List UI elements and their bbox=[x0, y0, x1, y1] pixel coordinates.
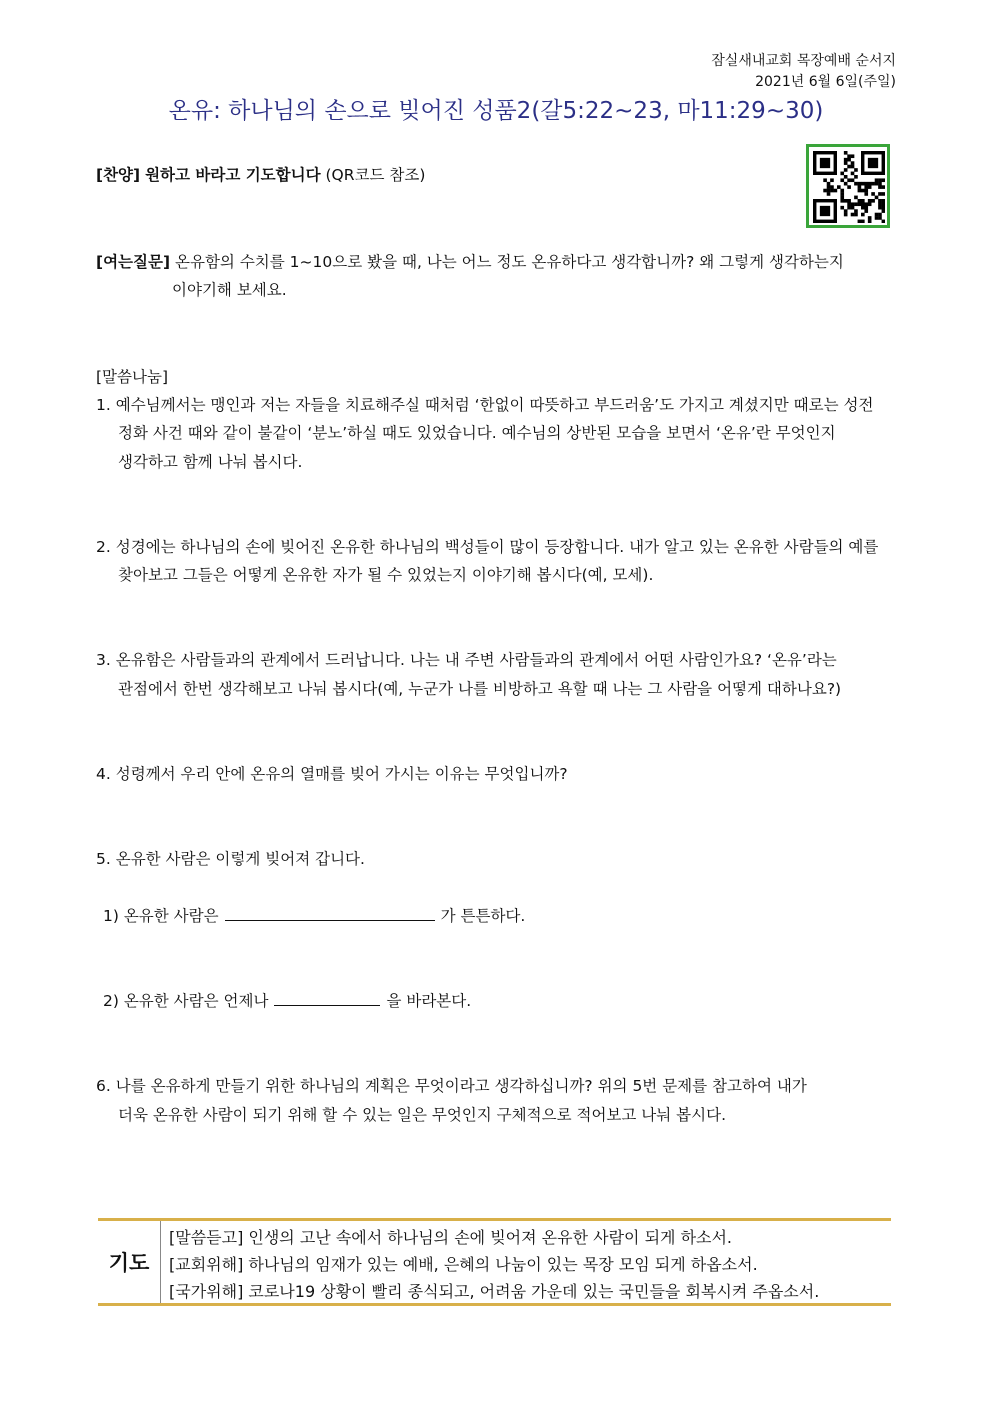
opening-question bbox=[96, 250, 844, 272]
sharing-label: [말씀나눔] bbox=[96, 368, 168, 386]
question-6-line-2: 더욱 온유한 사람이 되기 위해 할 수 있는 일은 무엇인지 구체적으로 적어보고 나눠 봅시다. bbox=[118, 1106, 727, 1124]
praise-note: (QR코드 참조) bbox=[325, 166, 426, 184]
question-5-2 bbox=[103, 989, 471, 1011]
qr-code-icon[interactable] bbox=[806, 144, 890, 228]
answer-blank-1[interactable] bbox=[225, 906, 435, 921]
prayer-lines bbox=[161, 1221, 891, 1303]
opening-line-2: 이야기해 보세요. bbox=[172, 281, 287, 299]
prayer-line-word: [말씀듣고] 인생의 고난 속에서 하나님의 손에 빚어져 온유한 사람이 되게 하소서. bbox=[169, 1228, 733, 1247]
q5-1-after: 가 튼튼하다. bbox=[440, 907, 526, 925]
prayer-line-church: [교회위해] 하나님의 임재가 있는 예배, 은혜의 나눔이 있는 목장 모임 되게 하옵소서. bbox=[169, 1255, 758, 1274]
praise-section bbox=[96, 163, 425, 185]
service-date: 2021년 6월 6일(주일) bbox=[755, 74, 896, 90]
question-2-line-1: 2. 성경에는 하나님의 손에 빚어진 온유한 하나님의 백성들이 많이 등장합니다. 내가 알고 있는 온유한 사람들의 예를 bbox=[96, 538, 879, 556]
q5-2-after: 을 바라본다. bbox=[386, 992, 472, 1010]
q5-2-before: 2) 온유한 사람은 언제나 bbox=[103, 992, 269, 1010]
question-3-line-2: 관점에서 한번 생각해보고 나눠 봅시다(예, 누군가 나를 비방하고 욕할 때 나는 그 사람을 어떻게 대하나요?) bbox=[118, 680, 842, 698]
praise-label: [찬양] bbox=[96, 166, 141, 184]
opening-label: [여는질문] bbox=[96, 253, 171, 271]
prayer-box bbox=[98, 1218, 891, 1306]
opening-line-1: 온유함의 수치를 1~10으로 봤을 때, 나는 어느 정도 온유하다고 생각합니까? 왜 그렇게 생각하는지 bbox=[175, 253, 844, 271]
church-name: 잠실새내교회 목장예배 순서지 bbox=[711, 53, 896, 69]
answer-blank-2[interactable] bbox=[274, 991, 380, 1006]
question-6-line-1: 6. 나를 온유하게 만들기 위한 하나님의 계획은 무엇이라고 생각하십니까? 위의 5번 문제를 참고하여 내가 bbox=[96, 1077, 807, 1095]
question-4: 4. 성령께서 우리 안에 온유의 열매를 빚어 가시는 이유는 무엇입니까? bbox=[96, 765, 568, 783]
question-5: 5. 온유한 사람은 이렇게 빚어져 갑니다. bbox=[96, 850, 365, 868]
prayer-label: 기도 bbox=[98, 1221, 161, 1303]
q5-1-before: 1) 온유한 사람은 bbox=[103, 907, 219, 925]
question-1-line-3: 생각하고 함께 나눠 봅시다. bbox=[118, 453, 303, 471]
praise-song: 원하고 바라고 기도합니다 bbox=[145, 166, 321, 184]
prayer-line-nation: [국가위해] 코로나19 상황이 빨리 종식되고, 어려움 가운데 있는 국민들을 회복시켜 주옵소서. bbox=[169, 1282, 820, 1301]
question-3-line-1: 3. 온유함은 사람들과의 관계에서 드러납니다. 나는 내 주변 사람들과의 관계에서 어떤 사람인가요? ‘온유’라는 bbox=[96, 651, 837, 669]
question-1-line-1: 1. 예수님께서는 맹인과 저는 자들을 치료해주실 때처럼 ‘한없이 따뜻하고 부드러움’도 가지고 계셨지만 때로는 성전 bbox=[96, 396, 874, 414]
page-title: 온유: 하나님의 손으로 빚어진 성품2(갈5:22~23, 마11:29~30) bbox=[168, 98, 824, 124]
question-1-line-2: 정화 사건 때와 같이 불같이 ‘분노’하실 때도 있었습니다. 예수님의 상반된 모습을 보면서 ‘온유’란 무엇인지 bbox=[118, 424, 836, 442]
qr-pattern bbox=[813, 151, 885, 223]
question-2-line-2: 찾아보고 그들은 어떻게 온유한 자가 될 수 있었는지 이야기해 봅시다(예, 모세). bbox=[118, 566, 654, 584]
question-5-1 bbox=[103, 904, 525, 926]
